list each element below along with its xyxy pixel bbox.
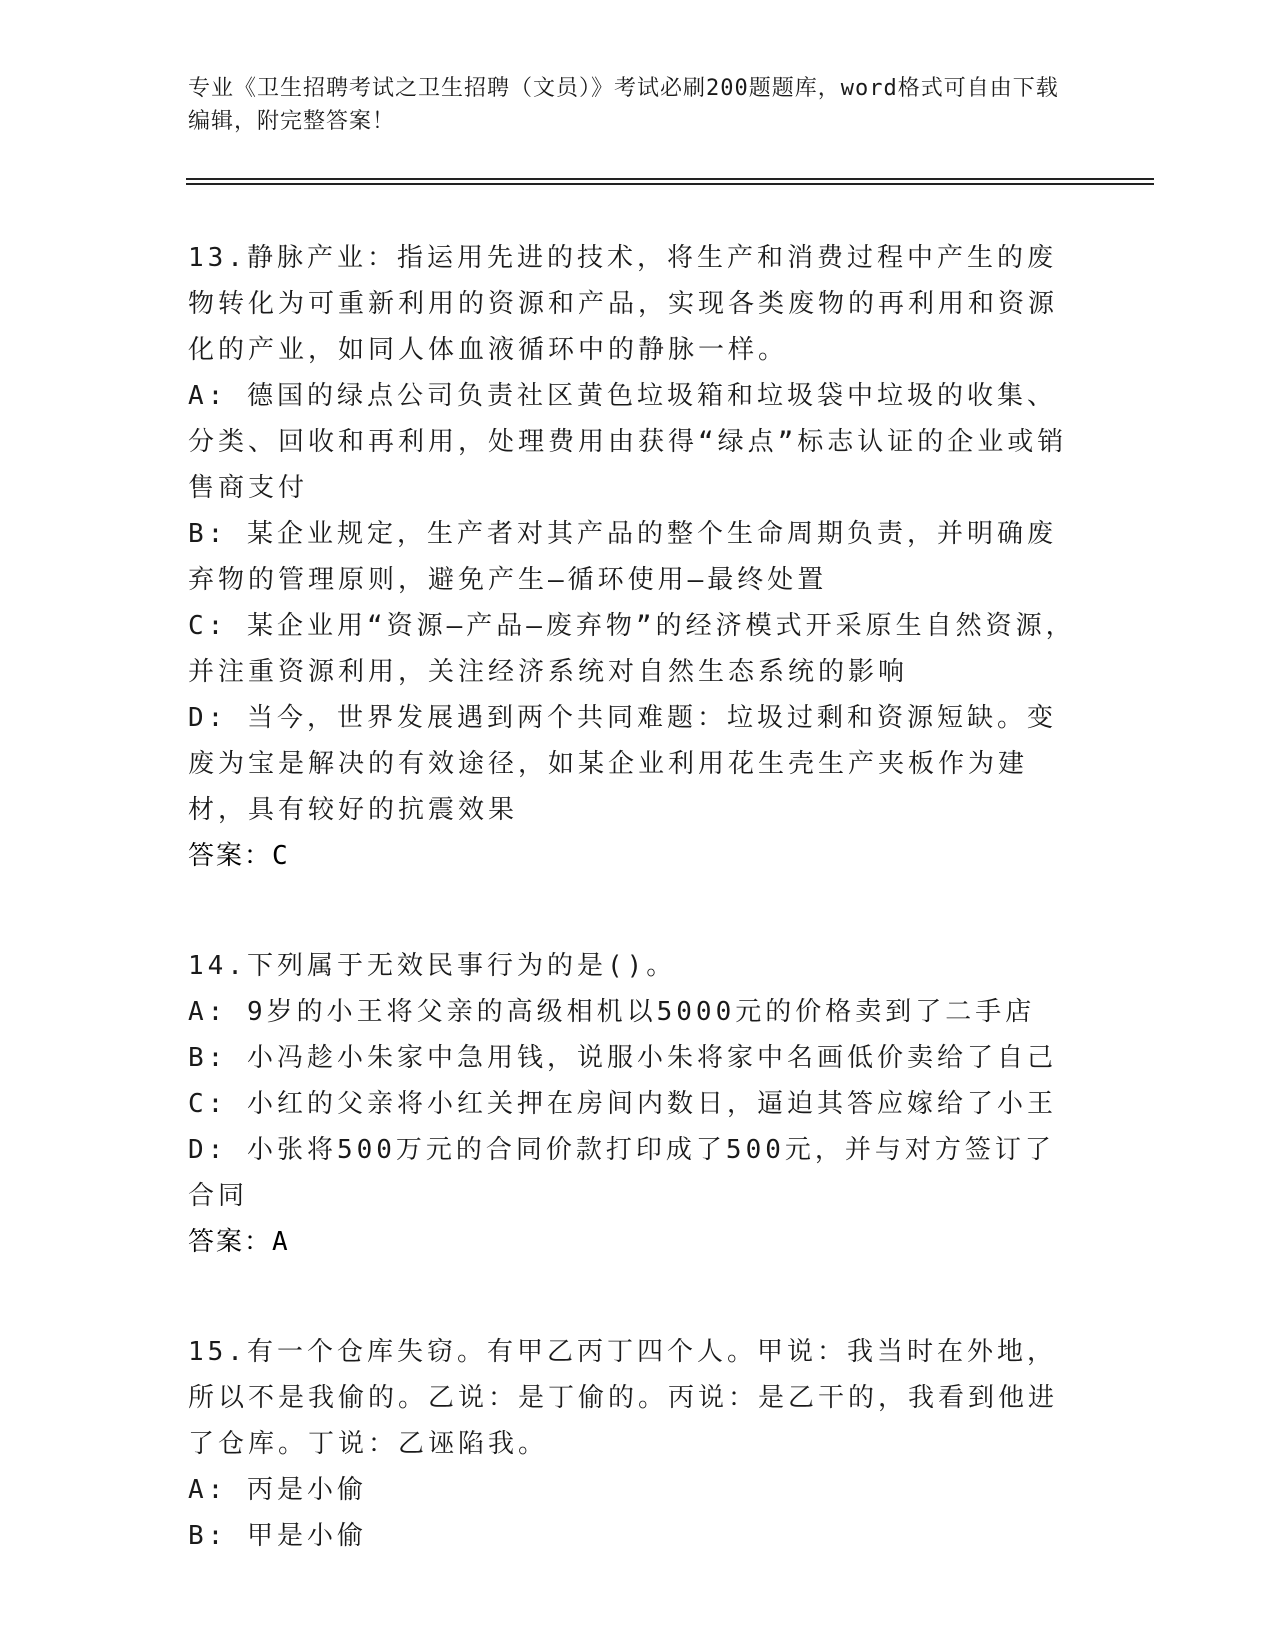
option-b: B: 某企业规定，生产者对其产品的整个生命周期负责，并明确废弃物的管理原则，避免产生—循环使用—最终处置 xyxy=(188,519,1057,595)
question-14 xyxy=(188,943,1078,1265)
question-stem: 14.下列属于无效民事行为的是()。 xyxy=(188,951,677,981)
header-divider-bottom xyxy=(186,183,1154,185)
answer-value: C xyxy=(272,841,290,871)
question-15 xyxy=(188,1329,1078,1559)
document-header xyxy=(188,72,1068,138)
answer-label: 答案： xyxy=(188,841,273,871)
header-divider-top xyxy=(186,178,1154,180)
answer xyxy=(188,1219,1078,1265)
header-title: 专业《卫生招聘考试之卫生招聘（文员）》考试必刷200题题库，word格式可自由下载编辑，附完整答案！ xyxy=(188,76,1059,134)
option-a: A: 丙是小偷 xyxy=(188,1475,367,1505)
option-b: B: 小冯趁小朱家中急用钱，说服小朱将家中名画低价卖给了自己 xyxy=(188,1043,1057,1073)
answer-value: A xyxy=(272,1227,290,1257)
question-13 xyxy=(188,235,1078,879)
option-a: A: 德国的绿点公司负责社区黄色垃圾箱和垃圾袋中垃圾的收集、分类、回收和再利用，处理费用由获得“绿点”标志认证的企业或销售商支付 xyxy=(188,381,1068,503)
option-c: C: 小红的父亲将小红关押在房间内数日，逼迫其答应嫁给了小王 xyxy=(188,1089,1057,1119)
question-stem: 13.静脉产业：指运用先进的技术，将生产和消费过程中产生的废物转化为可重新利用的资源和产品，实现各类废物的再利用和资源化的产业，如同人体血液循环中的静脉一样。 xyxy=(188,243,1059,365)
question-list xyxy=(188,235,1078,1623)
option-a: A: 9岁的小王将父亲的高级相机以5000元的价格卖到了二手店 xyxy=(188,997,1036,1027)
question-stem: 15.有一个仓库失窃。有甲乙丙丁四个人。甲说：我当时在外地，所以不是我偷的。乙说：是丁偷的。丙说：是乙干的，我看到他进了仓库。丁说：乙诬陷我。 xyxy=(188,1337,1059,1459)
option-d: D: 当今，世界发展遇到两个共同难题：垃圾过剩和资源短缺。变废为宝是解决的有效途径，如某企业利用花生壳生产夹板作为建材，具有较好的抗震效果 xyxy=(188,703,1057,825)
answer-label: 答案： xyxy=(188,1227,273,1257)
option-d: D: 小张将500万元的合同价款打印成了500元，并与对方签订了合同 xyxy=(188,1135,1055,1211)
answer xyxy=(188,833,1078,879)
option-b: B: 甲是小偷 xyxy=(188,1521,367,1551)
option-c: C: 某企业用“资源—产品—废弃物”的经济模式开采原生自然资源，并注重资源利用，关注经济系统对自然生态系统的影响 xyxy=(188,611,1076,687)
